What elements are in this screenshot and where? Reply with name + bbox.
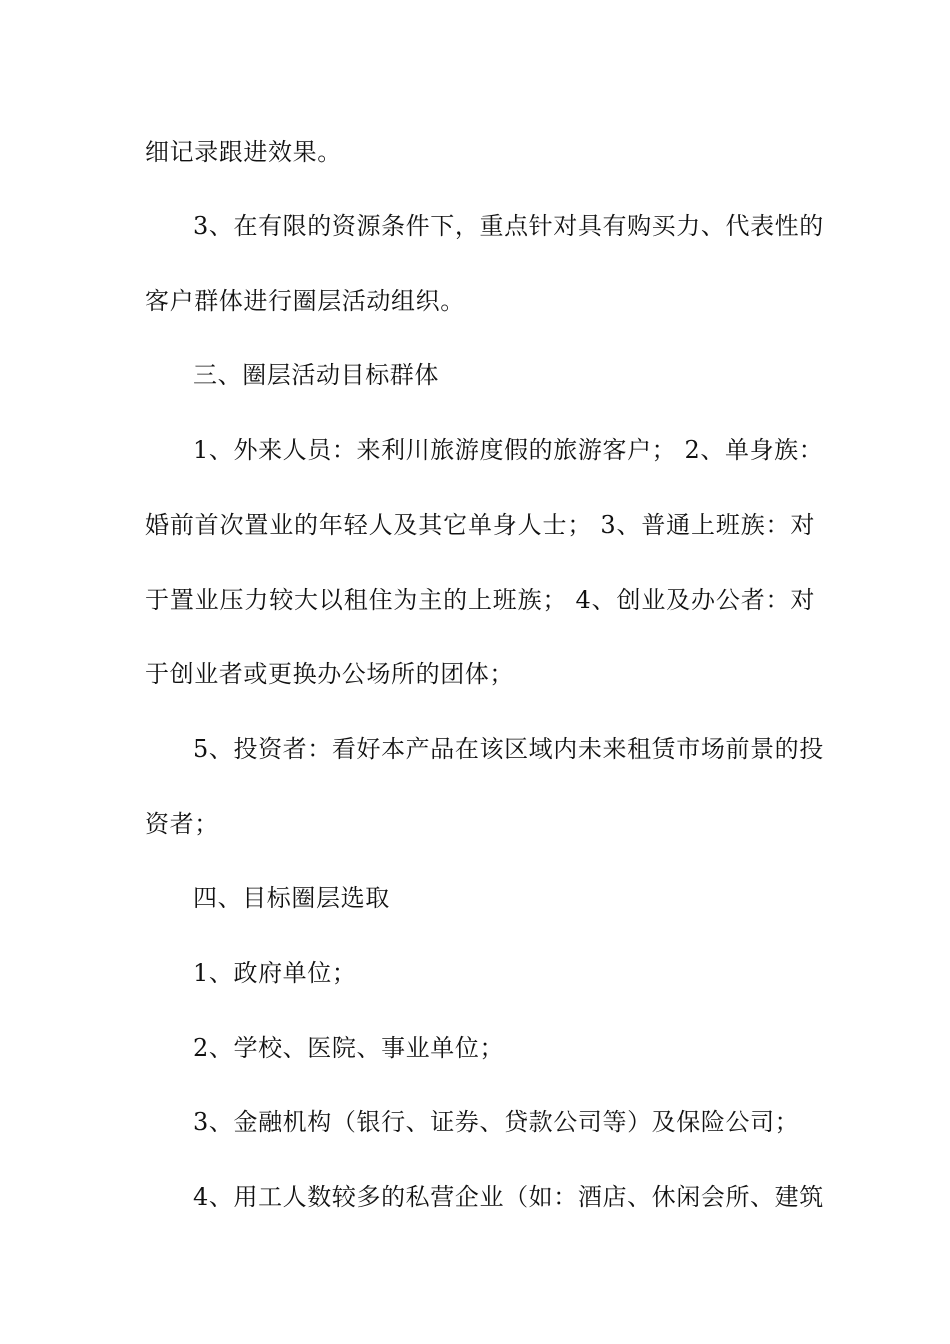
list-item: 1、政府单位； <box>193 959 357 987</box>
list-item: 3、金融机构（银行、证券、贷款公司等）及保险公司； <box>193 1108 800 1136</box>
paragraph-line: 于置业压力较大以租住为主的上班族； 4、创业及办公者：对 <box>145 586 815 614</box>
paragraph-line: 资者； <box>145 810 219 838</box>
section-heading: 四、目标圈层选取 <box>193 884 390 912</box>
paragraph-line: 细记录跟进效果。 <box>145 138 342 166</box>
section-heading: 三、圈层活动目标群体 <box>193 361 439 389</box>
paragraph-line: 婚前首次置业的年轻人及其它单身人士； 3、普通上班族：对 <box>145 511 815 539</box>
paragraph-line: 客户群体进行圈层活动组织。 <box>145 287 465 315</box>
paragraph-line: 于创业者或更换办公场所的团体； <box>145 660 514 688</box>
list-item: 4、用工人数较多的私营企业（如：酒店、休闲会所、建筑 <box>193 1183 824 1211</box>
paragraph-line: 1、外来人员：来利川旅游度假的旅游客户； 2、单身族： <box>193 436 824 464</box>
paragraph-line: 5、投资者：看好本产品在该区域内未来租赁市场前景的投 <box>193 735 824 763</box>
list-item: 2、学校、医院、事业单位； <box>193 1034 505 1062</box>
paragraph-line: 3、在有限的资源条件下，重点针对具有购买力、代表性的 <box>193 212 824 240</box>
